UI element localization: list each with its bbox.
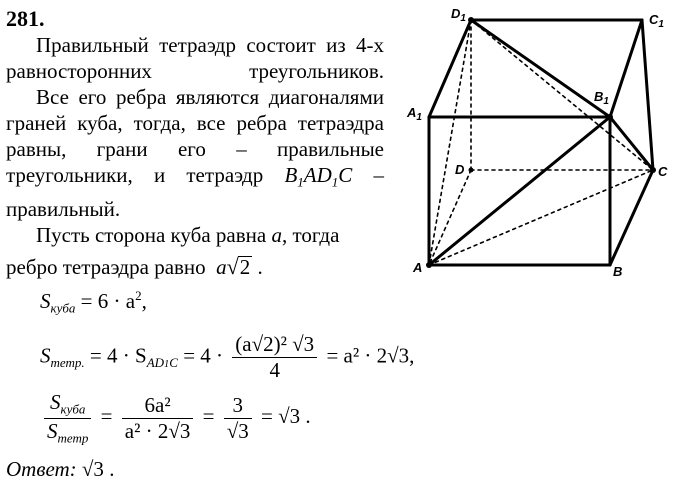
paragraph-2: Все его ребра являются диагоналями граней куба, тогда, все ребра тетраэдра равны, грани его – правильные треугольники, и тетраэдр $B_1AD_1C$ – правильный.: [6, 85, 384, 221]
label-d: D: [455, 162, 465, 177]
formula-tetra-area: $S_{тетр.} = 4 \cdot S_{AD1C} = 4$ · $\frac{\text{(a√2)² √3}}{4}$ = a² · 2√3,: [40, 332, 415, 382]
label-d1: $D_1$: [451, 6, 466, 24]
paragraph-4: ребро тетраэдра равно a√2 .: [6, 253, 263, 279]
cube-figure: [395, 0, 678, 290]
formula-ratio: $\frac{S_{куба}}{S_{тетр}}$ = $\frac{\text{6a²}}{\text{a² · 2√3}}$ = $\frac{3}{√3}$ = √3 .: [40, 390, 311, 446]
label-b: B: [613, 264, 623, 279]
label-a1: $A_1$: [407, 105, 422, 123]
label-c: C: [658, 164, 668, 179]
paragraph-3: Пусть сторона куба равна a, тогда: [36, 222, 340, 247]
label-b1: $B_1$: [594, 89, 609, 107]
answer: Ответ: √3 .: [6, 457, 115, 481]
problem-number: 281.: [6, 6, 45, 31]
label-a: A: [413, 260, 423, 275]
paragraph-1: Правильный тетраэдр состоит из 4-х равносторонних треугольников.: [6, 33, 384, 83]
fraction: $\frac{\text{(a√2)² √3}}{4}$: [232, 332, 317, 383]
solution-text: [6, 32, 384, 280]
label-c1: $C_1$: [649, 12, 664, 30]
tetrahedron-name: $B_1AD_1C$: [284, 163, 353, 190]
formula-cube-area: $S_{куба} = 6 \cdot a^2$,: [40, 288, 147, 316]
